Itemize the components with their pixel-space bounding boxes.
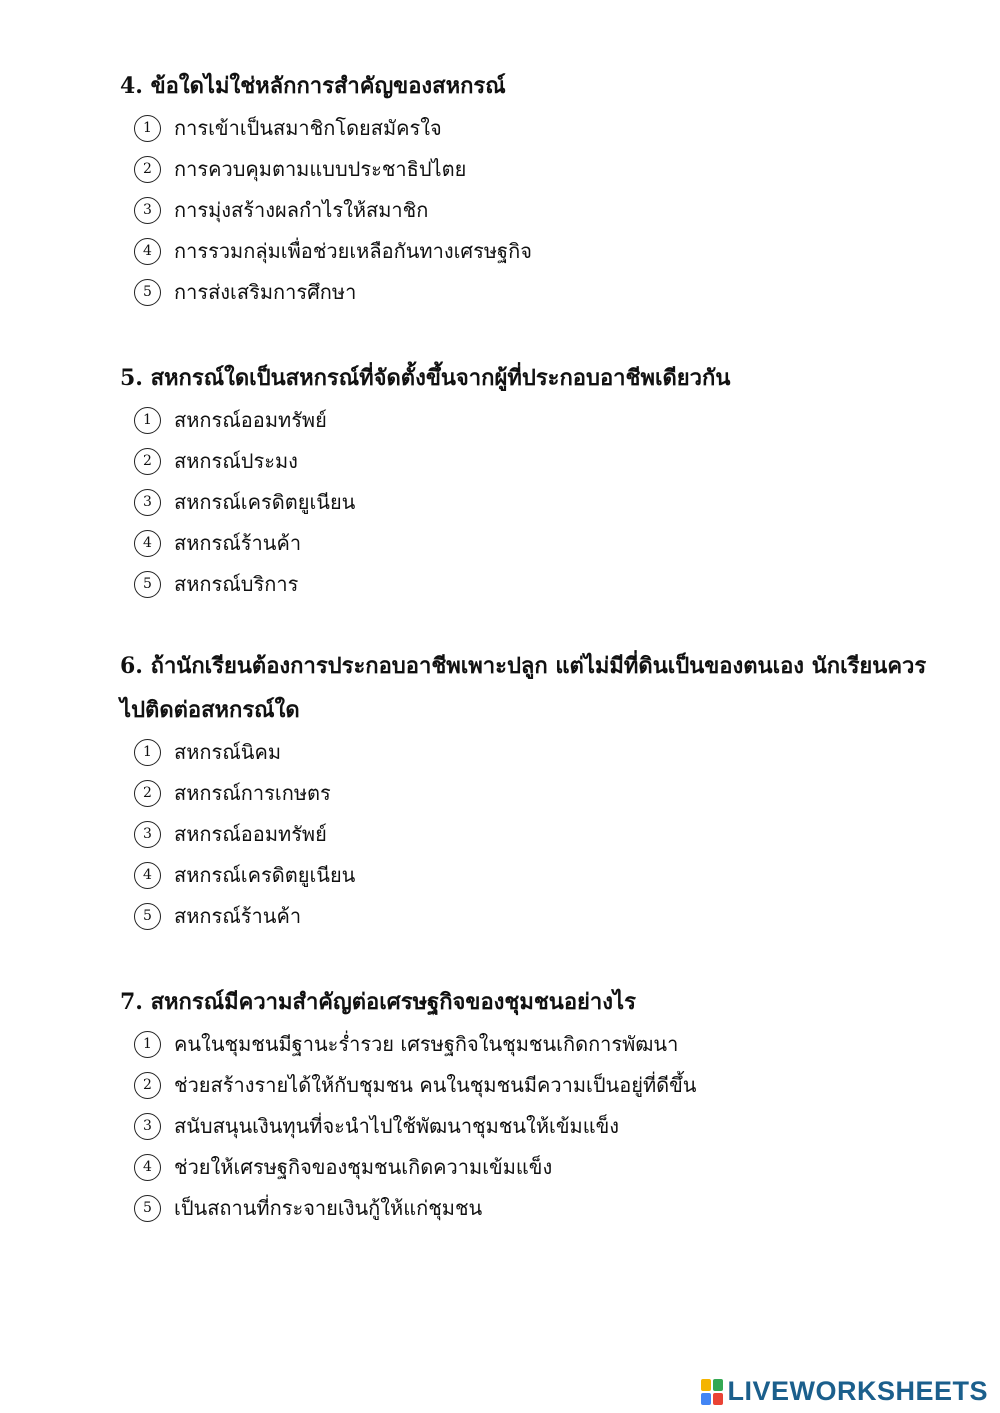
option-2[interactable] bbox=[0, 441, 1000, 482]
option-3[interactable] bbox=[0, 1106, 1000, 1147]
option-number-badge: 3 bbox=[134, 1113, 161, 1140]
question-title: 7. สหกรณ์มีความสำคัญต่อเศรษฐกิจของชุมชนอย่างไร bbox=[120, 989, 636, 1015]
option-number-badge: 5 bbox=[134, 903, 161, 930]
option-5[interactable] bbox=[0, 272, 1000, 313]
option-label: สหกรณ์ออมทรัพย์ bbox=[174, 408, 327, 432]
option-number-badge: 3 bbox=[134, 197, 161, 224]
question-title: 5. สหกรณ์ใดเป็นสหกรณ์ที่จัดตั้งขึ้นจากผู้ที่ประกอบอาชีพเดียวกัน bbox=[120, 365, 731, 391]
liveworksheets-logo bbox=[701, 1376, 988, 1407]
option-1[interactable] bbox=[0, 108, 1000, 149]
option-number-badge: 2 bbox=[134, 448, 161, 475]
option-label: การควบคุมตามแบบประชาธิปไตย bbox=[174, 157, 467, 181]
option-label: คนในชุมชนมีฐานะร่ำรวย เศรษฐกิจในชุมชนเกิดการพัฒนา bbox=[174, 1032, 679, 1056]
option-list bbox=[0, 400, 1000, 605]
option-label: การมุ่งสร้างผลกำไรให้สมาชิก bbox=[174, 198, 429, 222]
option-list bbox=[0, 1024, 1000, 1229]
option-number-badge: 4 bbox=[134, 530, 161, 557]
option-number-badge: 4 bbox=[134, 862, 161, 889]
option-4[interactable] bbox=[0, 855, 1000, 896]
option-label: สหกรณ์ร้านค้า bbox=[174, 531, 302, 555]
option-number-badge: 1 bbox=[134, 739, 161, 766]
option-2[interactable] bbox=[0, 1065, 1000, 1106]
logo-text: LIVEWORKSHEETS bbox=[727, 1376, 988, 1406]
option-number-badge: 3 bbox=[134, 821, 161, 848]
option-2[interactable] bbox=[0, 149, 1000, 190]
question-4 bbox=[0, 64, 1000, 313]
option-1[interactable] bbox=[0, 400, 1000, 441]
option-label: สหกรณ์เครดิตยูเนียน bbox=[174, 863, 356, 887]
option-3[interactable] bbox=[0, 190, 1000, 231]
question-6 bbox=[0, 644, 1000, 937]
option-number-badge: 1 bbox=[134, 115, 161, 142]
option-number-badge: 5 bbox=[134, 1195, 161, 1222]
question-5 bbox=[0, 356, 1000, 605]
logo-mark-icon bbox=[701, 1379, 723, 1405]
option-label: ช่วยให้เศรษฐกิจของชุมชนเกิดความเข้มแข็ง bbox=[174, 1155, 553, 1179]
option-5[interactable] bbox=[0, 564, 1000, 605]
option-5[interactable] bbox=[0, 896, 1000, 937]
option-number-badge: 1 bbox=[134, 407, 161, 434]
option-1[interactable] bbox=[0, 1024, 1000, 1065]
option-5[interactable] bbox=[0, 1188, 1000, 1229]
option-label: สหกรณ์ประมง bbox=[174, 449, 298, 473]
option-number-badge: 2 bbox=[134, 1072, 161, 1099]
option-label: เป็นสถานที่กระจายเงินกู้ให้แก่ชุมชน bbox=[174, 1196, 483, 1220]
question-title: 4. ข้อใดไม่ใช่หลักการสำคัญของสหกรณ์ bbox=[120, 73, 506, 99]
option-number-badge: 5 bbox=[134, 571, 161, 598]
option-number-badge: 2 bbox=[134, 780, 161, 807]
option-label: สหกรณ์การเกษตร bbox=[174, 781, 331, 805]
option-4[interactable] bbox=[0, 1147, 1000, 1188]
option-4[interactable] bbox=[0, 523, 1000, 564]
option-list bbox=[0, 732, 1000, 937]
option-label: สหกรณ์ออมทรัพย์ bbox=[174, 822, 327, 846]
option-list bbox=[0, 108, 1000, 313]
option-number-badge: 1 bbox=[134, 1031, 161, 1058]
option-1[interactable] bbox=[0, 732, 1000, 773]
option-label: การเข้าเป็นสมาชิกโดยสมัครใจ bbox=[174, 116, 442, 140]
option-label: สหกรณ์เครดิตยูเนียน bbox=[174, 490, 356, 514]
option-2[interactable] bbox=[0, 773, 1000, 814]
option-number-badge: 2 bbox=[134, 156, 161, 183]
option-label: สหกรณ์บริการ bbox=[174, 572, 299, 596]
option-3[interactable] bbox=[0, 482, 1000, 523]
option-4[interactable] bbox=[0, 231, 1000, 272]
option-label: สนับสนุนเงินทุนที่จะนำไปใช้พัฒนาชุมชนให้เข้มแข็ง bbox=[174, 1114, 620, 1138]
option-label: ช่วยสร้างรายได้ให้กับชุมชน คนในชุมชนมีความเป็นอยู่ที่ดีขึ้น bbox=[174, 1073, 697, 1097]
option-number-badge: 3 bbox=[134, 489, 161, 516]
option-label: การรวมกลุ่มเพื่อช่วยเหลือกันทางเศรษฐกิจ bbox=[174, 239, 532, 263]
option-number-badge: 4 bbox=[134, 1154, 161, 1181]
option-3[interactable] bbox=[0, 814, 1000, 855]
option-label: สหกรณ์ร้านค้า bbox=[174, 904, 302, 928]
question-title: 6. ถ้านักเรียนต้องการประกอบอาชีพเพาะปลูก แต่ไม่มีที่ดินเป็นของตนเอง นักเรียนควรไปติดต่อสหกรณ์ใด bbox=[120, 653, 927, 723]
option-label: การส่งเสริมการศึกษา bbox=[174, 280, 357, 304]
option-label: สหกรณ์นิคม bbox=[174, 740, 282, 764]
option-number-badge: 5 bbox=[134, 279, 161, 306]
option-number-badge: 4 bbox=[134, 238, 161, 265]
question-7 bbox=[0, 980, 1000, 1229]
